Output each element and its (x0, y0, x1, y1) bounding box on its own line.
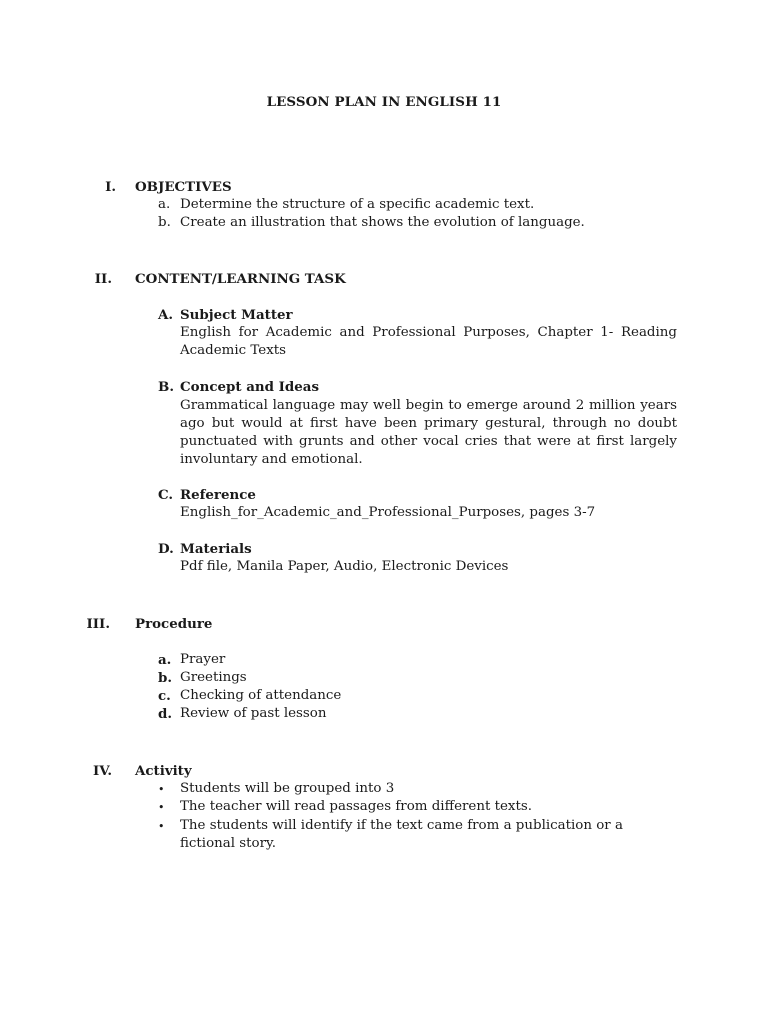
objective-text: Create an illustration that shows the evolution of language. (180, 215, 585, 230)
procedure-item: Prayer (180, 652, 226, 667)
bullet-icon: • (158, 783, 165, 796)
bullet-icon: • (158, 820, 165, 833)
subsection-letter: A. (158, 307, 174, 323)
section-heading-activity: Activity (135, 763, 192, 779)
subsection-text-subject-matter: English for Academic and Professional Purposes, Chapter 1- Reading Academic Texts (180, 325, 677, 358)
subsection-text-reference: English_for_Academic_and_Professional_Purposes, pages 3-7 (180, 505, 596, 520)
procedure-item: Greetings (180, 670, 247, 685)
subsection-heading-materials: Materials (180, 541, 252, 557)
subsection-letter: D. (158, 541, 174, 557)
procedure-letter: a. (158, 652, 172, 668)
section-heading-content: CONTENT/LEARNING TASK (135, 271, 346, 287)
objective-letter: b. (158, 215, 171, 230)
objective-letter: a. (158, 197, 171, 212)
activity-item: The students will identify if the text came from a publication or a fictional story. (180, 818, 623, 851)
procedure-letter: d. (158, 706, 173, 722)
subsection-text-concept-ideas: Grammatical language may well begin to emerge around 2 million years ago but would at first have been primary gestural, through no doubt punctuated with grunts and other vocal cries that were at first largely involuntary and emotional. (180, 398, 677, 467)
objective-text: Determine the structure of a specific academic text. (180, 197, 535, 212)
procedure-item: Checking of attendance (180, 688, 342, 703)
section-heading-procedure: Procedure (135, 616, 213, 632)
subsection-heading-subject-matter: Subject Matter (180, 307, 293, 323)
section-numeral-activity: IV. (93, 763, 112, 779)
section-heading-objectives: OBJECTIVES (135, 179, 232, 195)
subsection-letter: C. (158, 487, 174, 503)
activity-item: Students will be grouped into 3 (180, 781, 395, 796)
section-numeral-objectives: I. (105, 179, 116, 195)
procedure-item: Review of past lesson (180, 706, 327, 721)
section-numeral-content: II. (94, 271, 112, 287)
section-numeral-procedure: III. (86, 616, 110, 632)
activity-item: The teacher will read passages from different texts. (180, 799, 532, 814)
document-title: LESSON PLAN IN ENGLISH 11 (266, 94, 502, 110)
subsection-text-materials: Pdf file, Manila Paper, Audio, Electronic Devices (180, 559, 509, 574)
subsection-letter: B. (158, 379, 174, 395)
subsection-heading-concept-ideas: Concept and Ideas (180, 379, 320, 395)
subsection-heading-reference: Reference (180, 487, 256, 503)
procedure-letter: b. (158, 670, 173, 686)
bullet-icon: • (158, 801, 165, 814)
procedure-letter: c. (158, 688, 171, 704)
